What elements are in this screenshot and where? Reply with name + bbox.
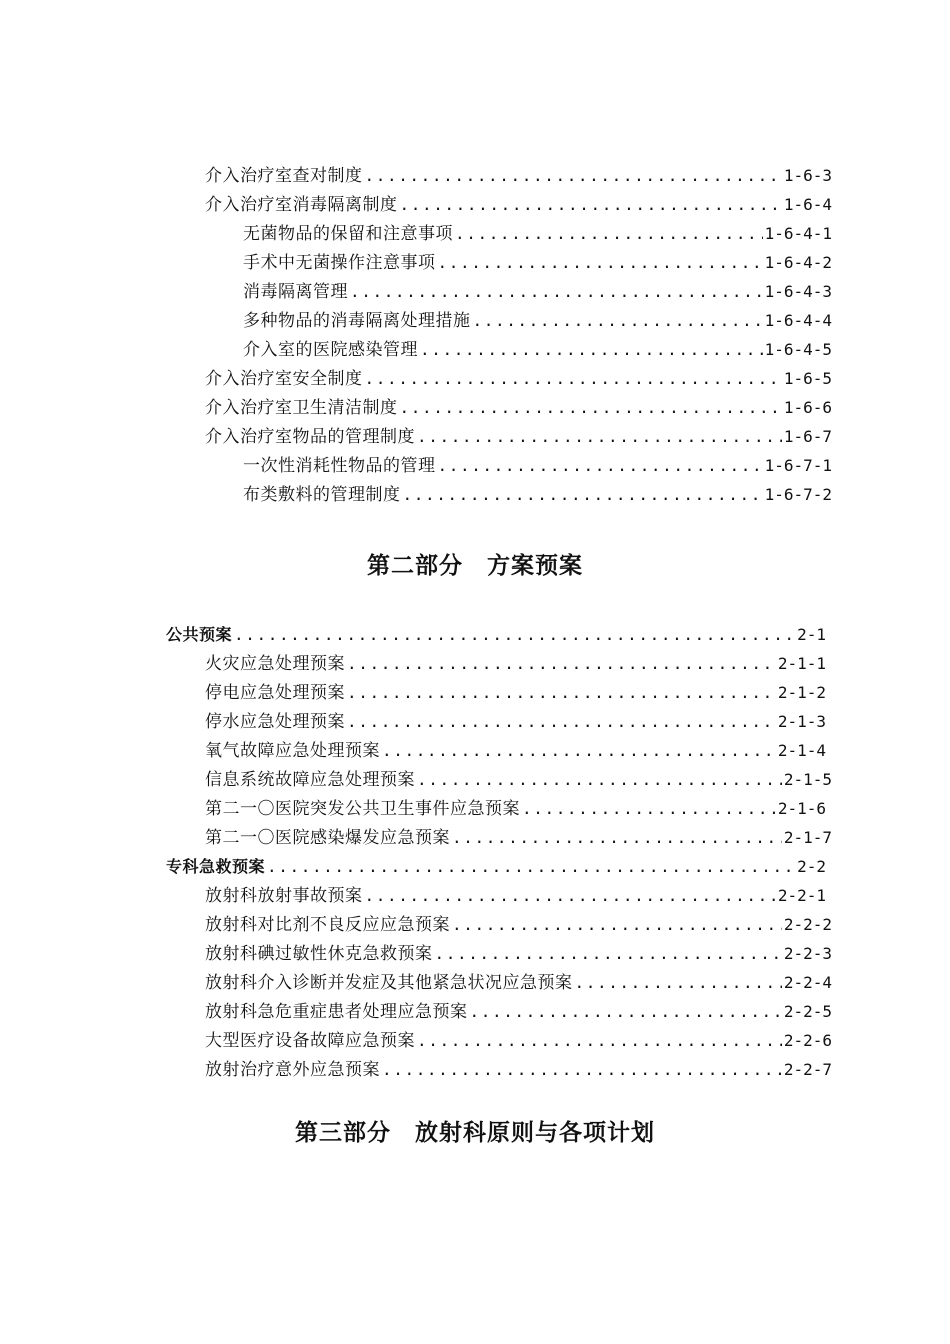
toc-entry-label: 放射治疗意外应急预案 bbox=[205, 1060, 380, 1080]
toc-page-number: 2-1 bbox=[797, 625, 826, 644]
toc-leader-dots bbox=[575, 971, 782, 995]
toc-page-number: 1-6-4-2 bbox=[764, 253, 832, 272]
toc-entry bbox=[205, 826, 832, 850]
toc-page-number: 1-6-4-5 bbox=[764, 340, 832, 359]
toc-leader-dots bbox=[267, 855, 795, 879]
toc-page-number: 1-6-7 bbox=[783, 427, 832, 446]
toc-entry bbox=[205, 425, 832, 449]
toc-entry bbox=[205, 971, 832, 995]
toc-leader-dots bbox=[455, 222, 763, 246]
toc-group-entry bbox=[166, 855, 826, 879]
toc-leader-dots bbox=[365, 367, 782, 391]
toc-entry-label: 介入治疗室消毒隔离制度 bbox=[205, 195, 398, 215]
toc-entry bbox=[205, 396, 832, 420]
toc-page-number: 1-6-4-4 bbox=[764, 311, 832, 330]
toc-entry-label: 手术中无菌操作注意事项 bbox=[243, 253, 436, 273]
toc-entry-label: 公共预案 bbox=[166, 625, 233, 644]
toc-entry bbox=[243, 251, 832, 275]
toc-entry-label: 布类敷料的管理制度 bbox=[243, 485, 401, 505]
toc-leader-dots bbox=[438, 454, 763, 478]
toc-page-number: 2-1-1 bbox=[777, 654, 826, 673]
toc-entry bbox=[243, 222, 832, 246]
toc-leader-dots bbox=[400, 193, 782, 217]
toc-page-number: 2-2-7 bbox=[783, 1060, 832, 1079]
toc-leader-dots bbox=[403, 483, 763, 507]
toc-entry bbox=[205, 913, 832, 937]
toc-entry bbox=[243, 309, 832, 333]
toc-entry bbox=[243, 338, 832, 362]
toc-entry-label: 信息系统故障应急处理预案 bbox=[205, 770, 415, 790]
part-two-heading: 第二部分 方案预案 bbox=[367, 553, 583, 579]
toc-leader-dots bbox=[417, 768, 782, 792]
toc-page-number: 2-1-6 bbox=[777, 799, 826, 818]
toc-entry-label: 无菌物品的保留和注意事项 bbox=[243, 224, 453, 244]
toc-entry-label: 放射科对比剂不良反应应急预案 bbox=[205, 915, 450, 935]
toc-entry bbox=[205, 768, 832, 792]
toc-entry bbox=[205, 367, 832, 391]
toc-entry bbox=[205, 1058, 832, 1082]
toc-page-number: 2-1-7 bbox=[783, 828, 832, 847]
toc-leader-dots bbox=[417, 1029, 782, 1053]
toc-entry bbox=[205, 652, 826, 676]
toc-entry-label: 一次性消耗性物品的管理 bbox=[243, 456, 436, 476]
toc-entry-label: 放射科急危重症患者处理应急预案 bbox=[205, 1002, 468, 1022]
toc-leader-dots bbox=[382, 1058, 782, 1082]
toc-entry bbox=[205, 884, 826, 908]
toc-entry bbox=[205, 164, 832, 188]
toc-leader-dots bbox=[435, 942, 782, 966]
toc-page-number: 1-6-7-1 bbox=[764, 456, 832, 475]
toc-leader-dots bbox=[522, 797, 776, 821]
toc-entry-label: 多种物品的消毒隔离处理措施 bbox=[243, 311, 471, 331]
toc-entry-label: 消毒隔离管理 bbox=[243, 282, 348, 302]
part-three-heading: 第三部分 放射科原则与各项计划 bbox=[295, 1120, 655, 1146]
toc-entry-label: 介入治疗室查对制度 bbox=[205, 166, 363, 186]
toc-entry-label: 放射科碘过敏性休克急救预案 bbox=[205, 944, 433, 964]
toc-leader-dots bbox=[417, 425, 782, 449]
toc-leader-dots bbox=[420, 338, 763, 362]
toc-leader-dots bbox=[400, 396, 782, 420]
toc-page-number: 1-6-7-2 bbox=[764, 485, 832, 504]
toc-entry bbox=[205, 681, 826, 705]
toc-entry bbox=[205, 942, 832, 966]
toc-leader-dots bbox=[382, 739, 776, 763]
toc-entry-label: 第二一〇医院感染爆发应急预案 bbox=[205, 828, 450, 848]
toc-page-number: 2-2-6 bbox=[783, 1031, 832, 1050]
toc-leader-dots bbox=[234, 623, 795, 647]
toc-page-number: 1-6-5 bbox=[783, 369, 832, 388]
toc-entry bbox=[205, 710, 826, 734]
toc-entry bbox=[205, 739, 826, 763]
toc-entry-label: 介入治疗室安全制度 bbox=[205, 369, 363, 389]
toc-page-number: 1-6-3 bbox=[783, 166, 832, 185]
toc-entry bbox=[205, 1000, 832, 1024]
toc-entry bbox=[205, 797, 826, 821]
toc-page-number: 1-6-4-1 bbox=[764, 224, 832, 243]
toc-entry bbox=[205, 1029, 832, 1053]
toc-page-number: 2-2-1 bbox=[777, 886, 826, 905]
toc-entry bbox=[243, 280, 832, 304]
toc-page-number: 2-2 bbox=[797, 857, 826, 876]
toc-entry-label: 放射科放射事故预案 bbox=[205, 886, 363, 906]
toc-leader-dots bbox=[347, 652, 776, 676]
toc-entry bbox=[205, 193, 832, 217]
toc-entry-label: 氧气故障应急处理预案 bbox=[205, 741, 380, 761]
toc-entry-label: 大型医疗设备故障应急预案 bbox=[205, 1031, 415, 1051]
toc-page-number: 2-1-4 bbox=[777, 741, 826, 760]
toc-leader-dots bbox=[365, 164, 782, 188]
toc-leader-dots bbox=[350, 280, 763, 304]
toc-leader-dots bbox=[347, 681, 776, 705]
toc-entry-label: 介入治疗室卫生清洁制度 bbox=[205, 398, 398, 418]
toc-page-number: 2-2-5 bbox=[783, 1002, 832, 1021]
toc-page-number: 1-6-4 bbox=[783, 195, 832, 214]
toc-leader-dots bbox=[452, 913, 782, 937]
toc-entry-label: 介入室的医院感染管理 bbox=[243, 340, 418, 360]
toc-page-number: 2-1-2 bbox=[777, 683, 826, 702]
toc-group-entry bbox=[166, 623, 826, 647]
toc-entry-label: 专科急救预案 bbox=[166, 857, 266, 876]
toc-page-number: 2-1-5 bbox=[783, 770, 832, 789]
toc-page-number: 1-6-6 bbox=[783, 398, 832, 417]
toc-leader-dots bbox=[470, 1000, 782, 1024]
toc-entry-label: 停水应急处理预案 bbox=[205, 712, 345, 732]
toc-leader-dots bbox=[365, 884, 776, 908]
toc-leader-dots bbox=[473, 309, 763, 333]
toc-entry bbox=[243, 454, 832, 478]
toc-entry bbox=[243, 483, 832, 507]
toc-leader-dots bbox=[347, 710, 776, 734]
toc-entry-label: 放射科介入诊断并发症及其他紧急状况应急预案 bbox=[205, 973, 573, 993]
toc-leader-dots bbox=[438, 251, 763, 275]
toc-entry-label: 介入治疗室物品的管理制度 bbox=[205, 427, 415, 447]
toc-entry-label: 火灾应急处理预案 bbox=[205, 654, 345, 674]
toc-leader-dots bbox=[452, 826, 782, 850]
toc-page-number: 2-2-2 bbox=[783, 915, 832, 934]
toc-entry-label: 停电应急处理预案 bbox=[205, 683, 345, 703]
toc-page-number: 2-2-4 bbox=[783, 973, 832, 992]
toc-page-number: 2-2-3 bbox=[783, 944, 832, 963]
toc-entry-label: 第二一〇医院突发公共卫生事件应急预案 bbox=[205, 799, 520, 819]
toc-page-number: 2-1-3 bbox=[777, 712, 826, 731]
toc-page-number: 1-6-4-3 bbox=[764, 282, 832, 301]
